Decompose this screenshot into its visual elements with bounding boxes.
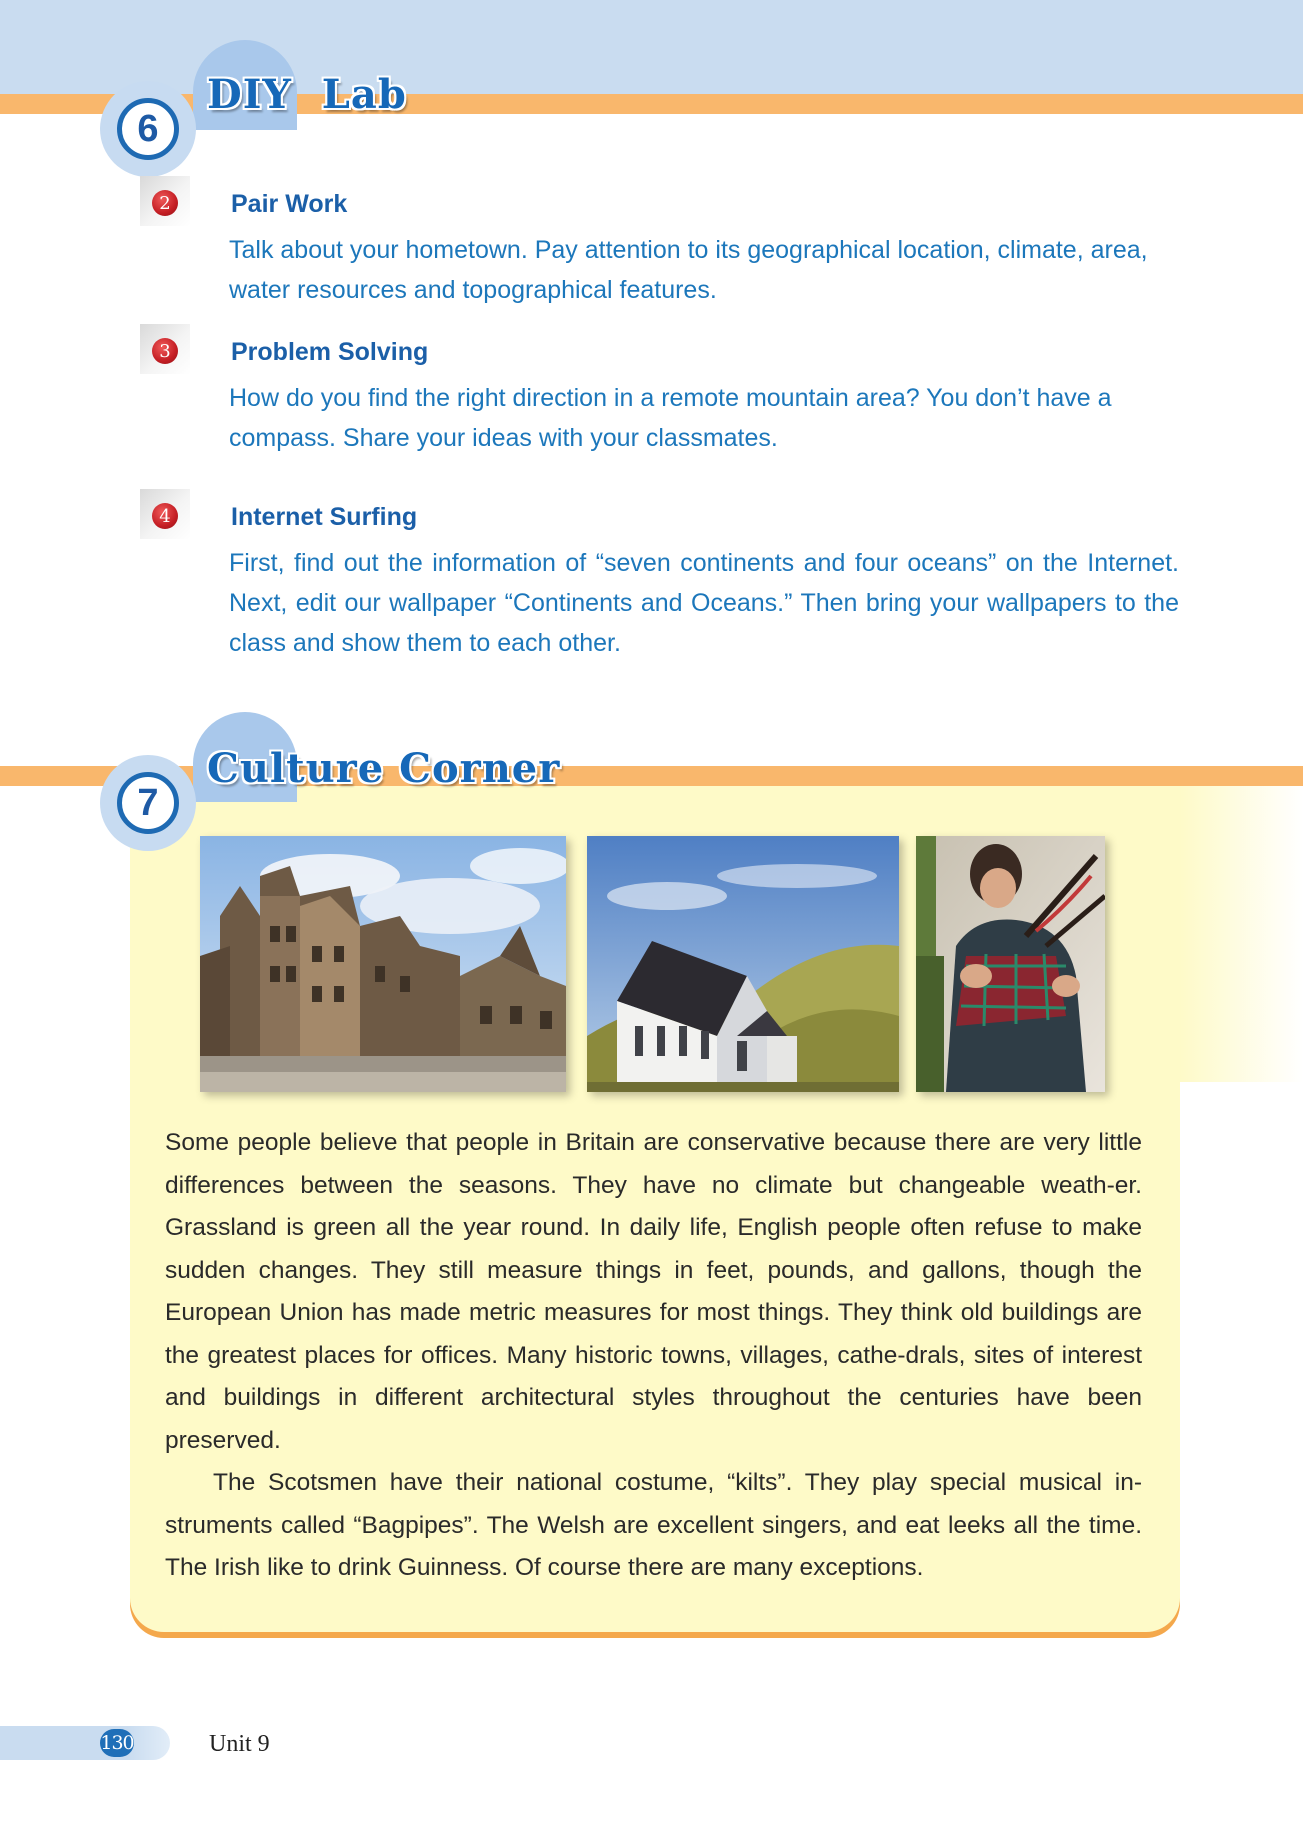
item-body: Talk about your hometown. Pay attention to its geographical location, climate, area, water resources and topographical features.: [229, 236, 1148, 304]
unit-label: Unit 9: [209, 1731, 270, 1757]
section-title: Culture Corner: [207, 745, 561, 792]
item-marker: [140, 324, 190, 374]
bagpiper-photo: [916, 836, 1105, 1092]
old-buildings-photo: [200, 836, 566, 1092]
white-church-photo: [587, 836, 899, 1092]
section-number-ring: [100, 755, 196, 851]
page-number: 130: [100, 1729, 134, 1757]
item-marker: [140, 489, 190, 539]
culture-paragraph-1: Some people believe that people in Britain are conservative because there are very little differences between the seasons. They have no climate but changeable weath-er. Grassland is green all the year round. In daily life, English people often refuse to make sudden changes. They still measure things in feet, pounds, and gallons, though the European Union has made metric measures for most things. They think old buildings are the greatest places for offices. Many historic towns, villages, cathe-drals, sites of interest and buildings in different architectural styles throughout the centuries have been preserved.: [165, 1129, 1142, 1454]
diy-lab-header: [0, 40, 1303, 150]
culture-box-edge: [1180, 782, 1303, 1082]
section-title: DIY Lab: [207, 71, 407, 118]
section-number: 6: [117, 98, 179, 160]
culture-corner-text: [165, 1122, 1142, 1590]
section-number-ring: [100, 81, 196, 177]
section-number: 7: [117, 772, 179, 834]
item-number-badge: 4: [152, 503, 178, 529]
item-number-badge: 2: [152, 190, 178, 216]
item-body: How do you find the right direction in a remote mountain area? You don’t have a compass. Share your ideas with your classmates.: [229, 384, 1112, 452]
culture-paragraph-2: The Scotsmen have their national costume, “kilts”. They play special musical in-struments called “Bagpipes”. The Welsh are excellent singers, and eat leeks all the time. The Irish like to drink Guinness. Of course there are many exceptions.: [165, 1469, 1142, 1581]
item-body: First, find out the information of “seven continents and four oceans” on the Internet. Next, edit our wallpaper “Continents and Oceans.” Then bring your wallpapers to the class and show them to each other.: [229, 549, 1179, 657]
culture-corner-header: [0, 712, 1303, 822]
footer-tab: [0, 1726, 170, 1760]
item-title: Pair Work: [231, 190, 348, 218]
item-marker: [140, 176, 190, 226]
item-title: Internet Surfing: [231, 503, 418, 531]
white-church-image: [587, 836, 899, 1092]
old-buildings-image: [200, 836, 566, 1092]
bagpiper-image: [916, 836, 1105, 1092]
item-title: Problem Solving: [231, 338, 429, 366]
item-number-badge: 3: [152, 338, 178, 364]
